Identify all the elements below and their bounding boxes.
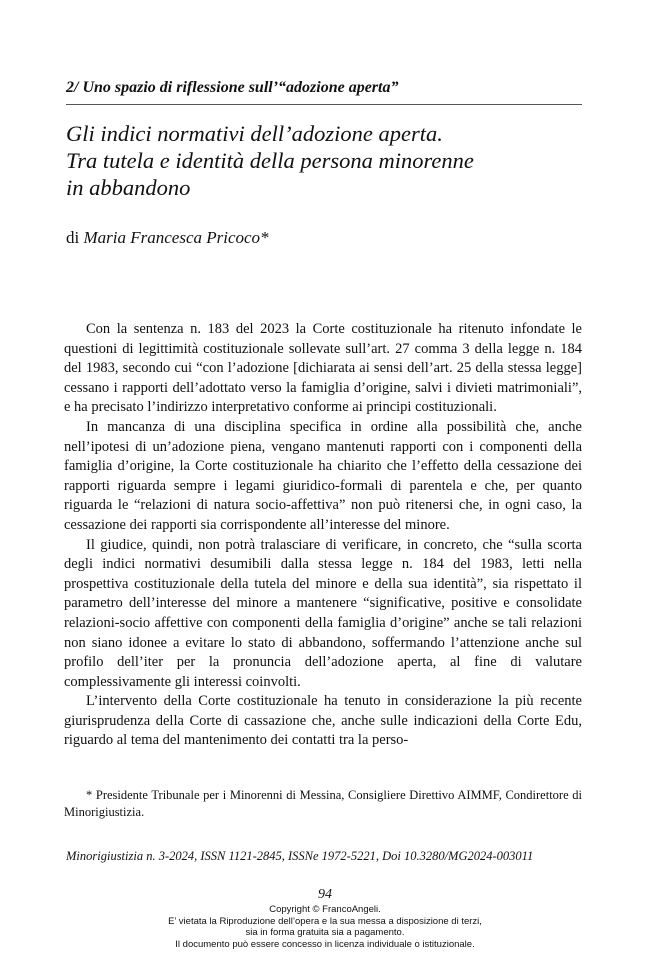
section-heading: 2/ Uno spazio di riflessione sull’“adozione aperta” bbox=[66, 79, 399, 96]
byline bbox=[66, 228, 586, 248]
title-line: in abbandono bbox=[66, 175, 191, 200]
body-paragraph: Con la sentenza n. 183 del 2023 la Corte costituzionale ha ritenuto infondate le questioni di legittimità costituzionale sollevate sull’art. 27 comma 3 della legge n. 184 del 1983, secondo cui “con l’adozione [dichiarata ai sensi dell’art. 25 della stessa legge] cessano i rapporti dell’adottato verso la famiglia d’origine, salvi i divieti matrimoniali”, e ha precisato l’indirizzo interpretativo conforme ai principi costituzionali. bbox=[64, 321, 582, 416]
copyright-notice bbox=[0, 904, 650, 950]
page-number: 94 bbox=[318, 887, 332, 902]
title-line: Gli indici normativi dell’adozione aperta. bbox=[66, 121, 443, 146]
body-paragraph: L’intervento della Corte costituzionale ha tenuto in considerazione la più recente giurisprudenza della Corte di cassazione che, anche sulle indicazioni della Corte Edu, riguardo al tema del mantenimento dei contatti tra la perso- bbox=[64, 693, 582, 749]
author-name: Maria Francesca Pricoco* bbox=[83, 228, 269, 247]
copyright-line: sia in forma gratuita sia a pagamento. bbox=[245, 927, 405, 938]
article-title bbox=[66, 120, 586, 201]
author-footnote: * Presidente Tribunale per i Minorenni di Messina, Consigliere Direttivo AIMMF, Condirettore di Minorigiustizia. bbox=[64, 788, 582, 819]
journal-reference: Minorigiustizia n. 3-2024, ISSN 1121-2845, ISSNe 1972-5221, Doi 10.3280/MG2024-003011 bbox=[66, 849, 534, 863]
byline-prefix: di bbox=[66, 228, 84, 247]
body-paragraph: In mancanza di una disciplina specifica in ordine alla possibilità che, anche nell’ipotesi di un’adozione piena, vengano mantenuti rapporti con i componenti della famiglia d’origine, la Corte costituzionale ha chiarito che l’effetto della cessazione dei rapporti riguarda sempre i legami giuridico-formali di parentela e che, per quanto riguarda le “relazioni di natura socio-affettiva” non può ritenersi che, in ogni caso, la cessazione dei rapporti sia corrispondente all’interesse del minore. bbox=[64, 418, 582, 533]
body-paragraph: Il giudice, quindi, non potrà tralasciare di verificare, in concreto, che “sulla scorta degli indici normativi desumibili dalla stessa legge n. 184 del 1983, letti nella prospettiva costituzionale della tutela del minore e della sua identità”, sia rispettato il parametro dell’interesse del minore a mantenere “significative, positive e consolidate relazioni-socio affettive con componenti della famiglia d’origine” anche se tali relazioni non siano idonee a evitare lo stato di abbandono, soffermando l’attenzione anche sul profilo dell’iter per la pronuncia dell’adozione aperta, al fine di valutare complessivamente gli interessi coinvolti. bbox=[64, 536, 582, 690]
copyright-line: E’ vietata la Riproduzione dell’opera e la sua messa a disposizione di terzi, bbox=[168, 915, 482, 927]
copyright-line: Il documento può essere concesso in licenza individuale o istituzionale. bbox=[175, 938, 475, 950]
heading-rule bbox=[66, 104, 582, 105]
title-line: Tra tutela e identità della persona minorenne bbox=[66, 148, 474, 173]
article-body bbox=[64, 320, 582, 751]
copyright-line: Copyright © FrancoAngeli. bbox=[269, 904, 381, 915]
